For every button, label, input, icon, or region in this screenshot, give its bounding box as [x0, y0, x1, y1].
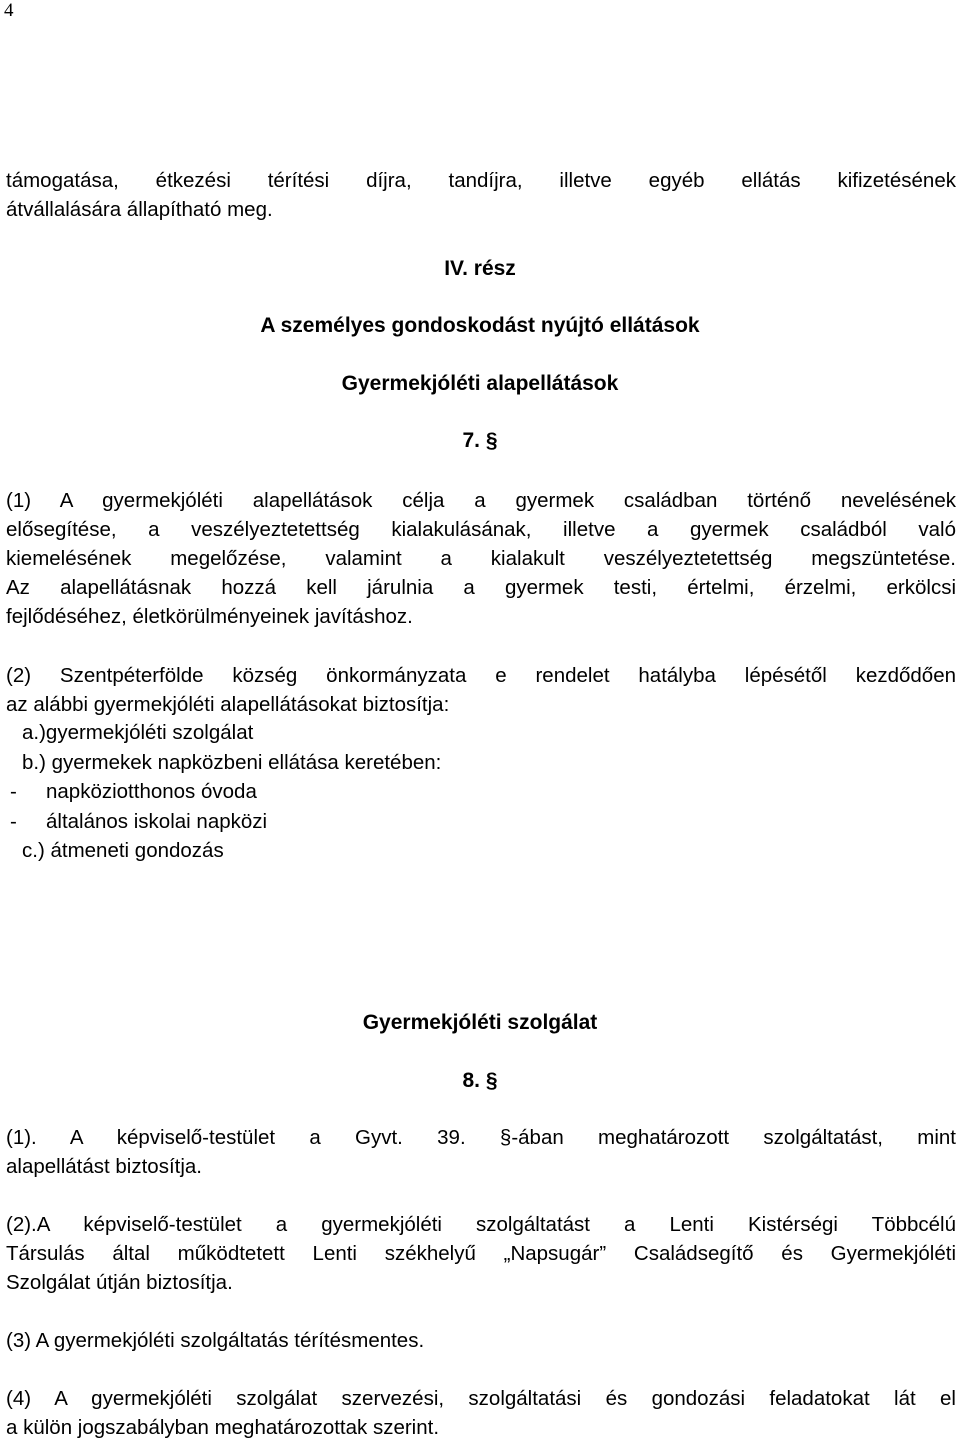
part-heading: IV. rész: [444, 257, 516, 280]
list-item-c: c.) átmeneti gondozás: [22, 839, 224, 862]
intro-line: támogatása, étkezési térítési díjra, tandíjra, illetve egyéb ellátás kifizetésének: [6, 169, 956, 192]
text-line: Szolgálat útján biztosítja.: [6, 1271, 233, 1294]
text-line: (2).A képviselő-testület a gyermekjóléti szolgáltatást a Lenti Kistérségi Többcélú: [6, 1213, 956, 1236]
text-line: alapellátást biztosítja.: [6, 1155, 203, 1178]
page-number: 4: [4, 0, 14, 21]
paragraph-8-1: [6, 1123, 956, 1181]
paragraph-8-2: [6, 1210, 956, 1297]
text-line: Az alapellátásnak hozzá kell járulnia a gyermek testi, értelmi, érzelmi, erkölcsi: [6, 576, 956, 599]
text-line: (4) A gyermekjóléti szolgálat szervezési, szolgáltatási és gondozási feladatokat lát el: [6, 1387, 956, 1410]
paragraph-7-number: 7. §: [462, 429, 498, 452]
list-item-a: a.)gyermekjóléti szolgálat: [22, 721, 254, 744]
paragraph-8-4: [6, 1384, 956, 1442]
text-line: fejlődéséhez, életkörülményeinek javításhoz.: [6, 605, 413, 628]
text-line: (3) A gyermekjóléti szolgáltatás térítésmentes.: [6, 1329, 425, 1352]
service-list: [6, 718, 441, 866]
text-line: (1) A gyermekjóléti alapellátások célja a gyermek családban történő nevelésének: [6, 489, 956, 512]
list-subitem: - általános iskolai napközi: [6, 807, 441, 837]
text-line: elősegítése, a veszélyeztetettség kialakulásának, illetve a gyermek családból való: [6, 518, 956, 541]
text-line: Társulás által működtetett Lenti székhelyű „Napsugár” Családsegítő és Gyermekjóléti: [6, 1242, 956, 1265]
paragraph-7-2: [6, 661, 956, 719]
paragraph-7-1: [6, 486, 956, 631]
dash-marker: -: [10, 809, 17, 833]
text-line: a külön jogszabályban meghatározottak szerint.: [6, 1416, 440, 1439]
text-line: (1). A képviselő-testület a Gyvt. 39. §-ában meghatározott szolgáltatást, mint: [6, 1126, 956, 1149]
service-heading: Gyermekjóléti szolgálat: [362, 1011, 598, 1034]
intro-paragraph: [6, 166, 956, 224]
section-heading: A személyes gondoskodást nyújtó ellátások: [260, 314, 700, 337]
dash-marker: -: [10, 780, 17, 803]
text-line: (2) Szentpéterfölde község önkormányzata e rendelet hatályba lépésétől kezdődően: [6, 664, 956, 687]
text-line: kiemelésének megelőzése, valamint a kialakult veszélyeztetettség megszüntetése.: [6, 547, 956, 570]
list-item-b: b.) gyermekek napközbeni ellátása keretében:: [22, 750, 442, 774]
intro-line: átvállalására állapítható meg.: [6, 198, 273, 221]
paragraph-8-3: [6, 1326, 956, 1355]
text-line: az alábbi gyermekjóléti alapellátásokat biztosítja:: [6, 693, 450, 716]
subsection-heading: Gyermekjóléti alapellátások: [341, 372, 619, 395]
list-subitem: - napköziotthonos óvoda: [6, 777, 441, 807]
paragraph-8-number: 8. §: [462, 1069, 498, 1092]
